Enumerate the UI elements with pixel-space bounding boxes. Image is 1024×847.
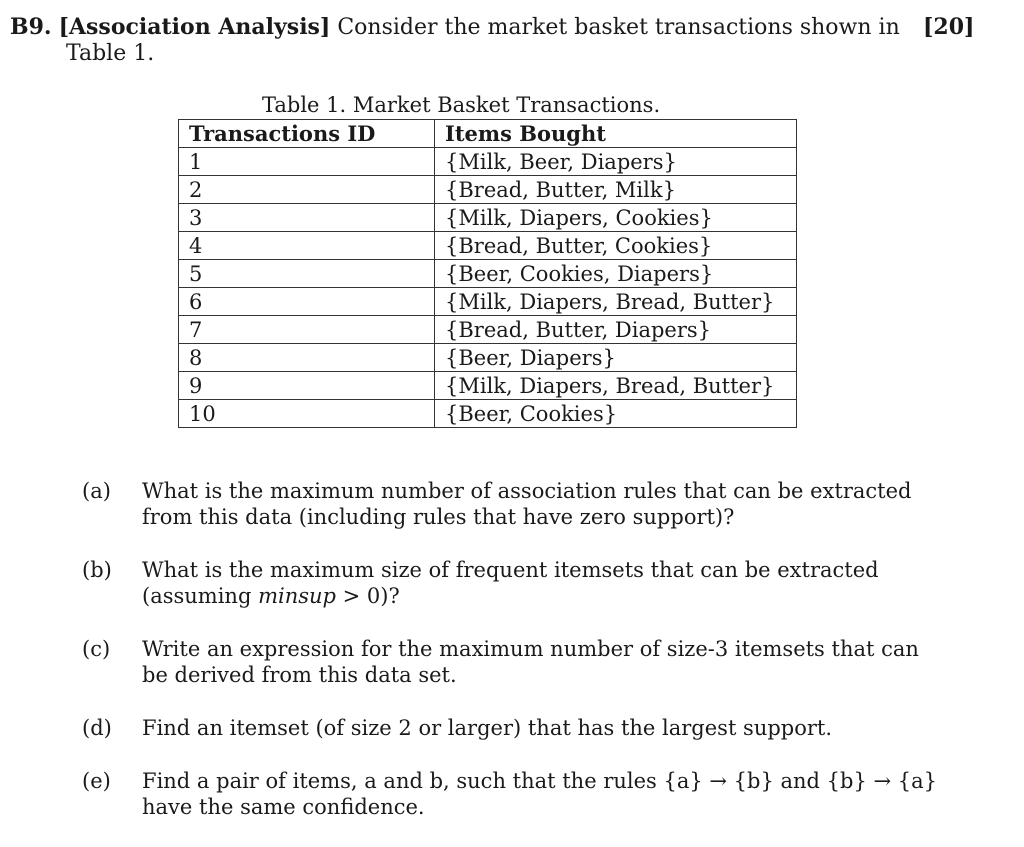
question-intro-text: Consider the market basket transactions shown in bbox=[337, 15, 900, 40]
question-topic: [Association Analysis] bbox=[58, 14, 331, 40]
transaction-id-cell: 3 bbox=[179, 204, 435, 232]
part-text-fragment: (assuming bbox=[142, 584, 259, 608]
part-text bbox=[142, 478, 982, 530]
part-a bbox=[82, 478, 982, 530]
question-number: B9. bbox=[10, 14, 52, 40]
items-cell: {Milk, Diapers, Cookies} bbox=[435, 204, 797, 232]
items-cell: {Bread, Butter, Milk} bbox=[435, 176, 797, 204]
part-e bbox=[82, 768, 982, 820]
part-text bbox=[142, 557, 982, 609]
items-cell: {Beer, Cookies} bbox=[435, 400, 797, 428]
part-text bbox=[142, 715, 982, 741]
part-text-line bbox=[142, 583, 982, 609]
items-cell: {Milk, Beer, Diapers} bbox=[435, 148, 797, 176]
items-cell: {Beer, Diapers} bbox=[435, 344, 797, 372]
minsup-term: minsup bbox=[258, 584, 336, 608]
items-cell: {Beer, Cookies, Diapers} bbox=[435, 260, 797, 288]
transaction-id-cell: 7 bbox=[179, 316, 435, 344]
part-d bbox=[82, 715, 982, 741]
part-text-line: Find a pair of items, a and b, such that the rules {a} → {b} and {b} → {a} bbox=[142, 769, 938, 793]
table-row bbox=[179, 316, 797, 344]
part-label: (c) bbox=[82, 637, 111, 661]
header-items-bought: Items Bought bbox=[435, 120, 797, 148]
transaction-id-cell: 5 bbox=[179, 260, 435, 288]
table-row bbox=[179, 260, 797, 288]
question-parts bbox=[82, 478, 982, 847]
question-intro-line1 bbox=[10, 14, 970, 41]
question-header bbox=[10, 14, 970, 67]
part-text-line: Write an expression for the maximum number of size-3 itemsets that can bbox=[142, 637, 919, 661]
table-caption: Table 1. Market Basket Transactions. bbox=[262, 93, 661, 117]
part-c bbox=[82, 636, 982, 688]
transaction-id-cell: 10 bbox=[179, 400, 435, 428]
items-cell: {Bread, Butter, Diapers} bbox=[435, 316, 797, 344]
question-intro-line2: Table 1. bbox=[66, 41, 155, 66]
table-row bbox=[179, 400, 797, 428]
part-b bbox=[82, 557, 982, 609]
items-cell: {Milk, Diapers, Bread, Butter} bbox=[435, 372, 797, 400]
header-transactions-id: Transactions ID bbox=[179, 120, 435, 148]
part-text-line: have the same confidence. bbox=[142, 795, 425, 819]
part-text bbox=[142, 768, 982, 820]
table-row bbox=[179, 204, 797, 232]
table-row bbox=[179, 288, 797, 316]
part-label: (a) bbox=[82, 479, 111, 503]
question-marks: [20] bbox=[923, 14, 975, 40]
part-text-line: What is the maximum number of association rules that can be extracted bbox=[142, 479, 912, 503]
table-row bbox=[179, 232, 797, 260]
part-text-fragment: > 0)? bbox=[335, 584, 400, 608]
transaction-id-cell: 8 bbox=[179, 344, 435, 372]
part-label: (b) bbox=[82, 558, 112, 582]
table-header-row bbox=[179, 120, 797, 148]
part-text-line: Find an itemset (of size 2 or larger) that has the largest support. bbox=[142, 716, 833, 740]
part-text-line: from this data (including rules that have zero support)? bbox=[142, 505, 735, 529]
transaction-id-cell: 1 bbox=[179, 148, 435, 176]
transaction-id-cell: 9 bbox=[179, 372, 435, 400]
transaction-id-cell: 4 bbox=[179, 232, 435, 260]
transaction-id-cell: 2 bbox=[179, 176, 435, 204]
part-label: (e) bbox=[82, 769, 111, 793]
part-text-line: What is the maximum size of frequent itemsets that can be extracted bbox=[142, 558, 879, 582]
transactions-table bbox=[178, 119, 797, 428]
part-text-line: be derived from this data set. bbox=[142, 663, 457, 687]
transaction-id-cell: 6 bbox=[179, 288, 435, 316]
table-row bbox=[179, 148, 797, 176]
table-row bbox=[179, 176, 797, 204]
part-text bbox=[142, 636, 982, 688]
items-cell: {Bread, Butter, Cookies} bbox=[435, 232, 797, 260]
part-label: (d) bbox=[82, 716, 112, 740]
table-row bbox=[179, 372, 797, 400]
items-cell: {Milk, Diapers, Bread, Butter} bbox=[435, 288, 797, 316]
table-row bbox=[179, 344, 797, 372]
